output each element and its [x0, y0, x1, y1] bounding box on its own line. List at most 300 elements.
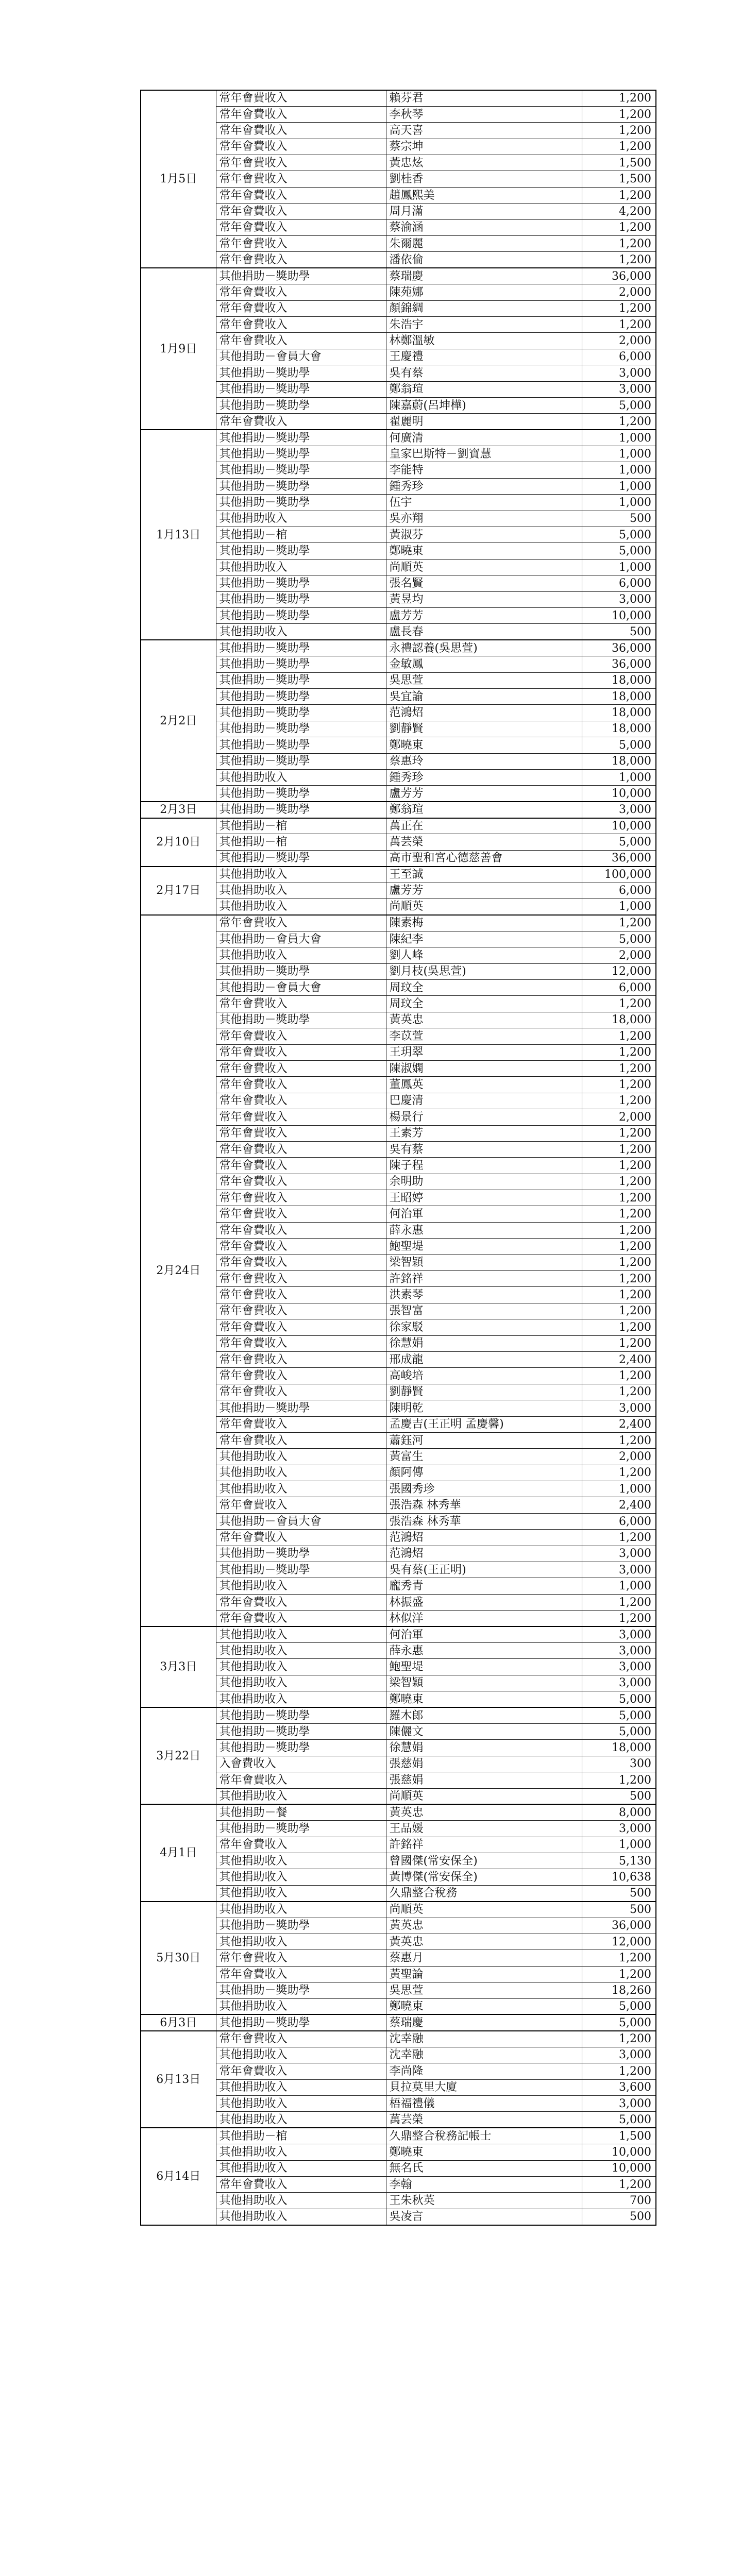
- table-row: [141, 1513, 656, 1529]
- table-row: [141, 672, 656, 688]
- category-cell: 其他捐助收入: [216, 1691, 386, 1707]
- amount-cell: 3,000: [582, 802, 656, 818]
- donor-cell: 高峻培: [386, 1368, 582, 1384]
- category-cell: 常年會費收入: [216, 139, 386, 155]
- donor-cell: 梧福禮儀: [386, 2095, 582, 2111]
- table-row: [141, 187, 656, 203]
- table-row: [141, 1077, 656, 1093]
- donor-cell: 蔡惠月: [386, 1950, 582, 1966]
- category-cell: 其他捐助收入: [216, 2160, 386, 2176]
- amount-cell: 1,500: [582, 155, 656, 171]
- donor-cell: 吳思萱: [386, 672, 582, 688]
- donor-cell: 董鳳英: [386, 1077, 582, 1093]
- table-row: [141, 1562, 656, 1578]
- category-cell: 其他捐助收入: [216, 2193, 386, 2209]
- donor-cell: 梁智穎: [386, 1255, 582, 1270]
- table-row: [141, 1950, 656, 1966]
- category-cell: 其他捐助收入: [216, 2144, 386, 2160]
- table-row: [141, 1303, 656, 1319]
- category-cell: 其他捐助－會員大會: [216, 979, 386, 995]
- donor-cell: 劉靜賢: [386, 721, 582, 737]
- category-cell: 其他捐助收入: [216, 1675, 386, 1691]
- amount-cell: 1,200: [582, 1465, 656, 1481]
- table-row: [141, 1368, 656, 1384]
- date-cell: 2月24日: [141, 915, 216, 1626]
- category-cell: 其他捐助－獎助學: [216, 672, 386, 688]
- donor-cell: 曾國傑(常安保全): [386, 1853, 582, 1869]
- category-cell: 常年會費收入: [216, 1060, 386, 1076]
- amount-cell: 1,200: [582, 1966, 656, 1982]
- amount-cell: 1,200: [582, 2176, 656, 2192]
- amount-cell: 2,000: [582, 1109, 656, 1125]
- table-row: [141, 2209, 656, 2225]
- table-row: [141, 1837, 656, 1853]
- category-cell: 常年會費收入: [216, 1125, 386, 1141]
- table-row: [141, 818, 656, 834]
- amount-cell: 1,200: [582, 1287, 656, 1303]
- table-row: [141, 1255, 656, 1270]
- amount-cell: 3,000: [582, 1643, 656, 1659]
- category-cell: 常年會費收入: [216, 187, 386, 203]
- amount-cell: 1,200: [582, 316, 656, 332]
- amount-cell: 36,000: [582, 268, 656, 284]
- amount-cell: 1,200: [582, 123, 656, 139]
- table-row: [141, 2160, 656, 2176]
- amount-cell: 6,000: [582, 575, 656, 591]
- date-cell: 1月5日: [141, 90, 216, 268]
- amount-cell: 1,200: [582, 252, 656, 268]
- category-cell: 其他捐助－獎助學: [216, 575, 386, 591]
- table-row: [141, 123, 656, 139]
- table-row: [141, 915, 656, 931]
- amount-cell: 300: [582, 1756, 656, 1772]
- amount-cell: 1,200: [582, 1206, 656, 1222]
- donor-cell: 羅木郎: [386, 1707, 582, 1723]
- table-row: [141, 171, 656, 187]
- donor-cell: 范鴻炤: [386, 1530, 582, 1546]
- category-cell: 常年會費收入: [216, 204, 386, 219]
- donor-cell: 張智富: [386, 1303, 582, 1319]
- donor-cell: 李苡萱: [386, 1028, 582, 1044]
- category-cell: 常年會費收入: [216, 1222, 386, 1238]
- donor-cell: 徐慧娟: [386, 1740, 582, 1756]
- amount-cell: 10,000: [582, 786, 656, 802]
- category-cell: 其他捐助－獎助學: [216, 737, 386, 753]
- category-cell: 常年會費收入: [216, 1255, 386, 1270]
- category-cell: 常年會費收入: [216, 1158, 386, 1174]
- table-row: [141, 1707, 656, 1723]
- table-row: [141, 300, 656, 316]
- amount-cell: 1,200: [582, 1594, 656, 1610]
- table-row: [141, 1400, 656, 1416]
- table-row: [141, 478, 656, 494]
- amount-cell: 36,000: [582, 850, 656, 866]
- amount-cell: 1,200: [582, 1174, 656, 1190]
- donor-cell: 王昭婷: [386, 1190, 582, 1206]
- category-cell: 常年會費收入: [216, 414, 386, 430]
- donor-cell: 伍宇: [386, 495, 582, 511]
- category-cell: 其他捐助－會員大會: [216, 931, 386, 947]
- category-cell: 其他捐助收入: [216, 2079, 386, 2095]
- category-cell: 常年會費收入: [216, 219, 386, 235]
- table-row: [141, 1594, 656, 1610]
- table-row: [141, 2128, 656, 2144]
- donor-cell: 吳有蔡: [386, 365, 582, 381]
- amount-cell: 1,000: [582, 1481, 656, 1497]
- table-row: [141, 656, 656, 672]
- donor-cell: 林鄭溫敏: [386, 333, 582, 349]
- donor-cell: 潘依倫: [386, 252, 582, 268]
- category-cell: 其他捐助－會員大會: [216, 349, 386, 365]
- amount-cell: 1,200: [582, 1028, 656, 1044]
- amount-cell: 1,200: [582, 414, 656, 430]
- category-cell: 其他捐助收入: [216, 867, 386, 883]
- amount-cell: 3,000: [582, 1675, 656, 1691]
- donor-cell: 范鴻炤: [386, 1546, 582, 1562]
- table-row: [141, 2031, 656, 2047]
- donor-cell: 吳凌言: [386, 2209, 582, 2225]
- donor-cell: 周玟全: [386, 996, 582, 1012]
- table-row: [141, 414, 656, 430]
- table-row: [141, 931, 656, 947]
- donor-cell: 鮑聖堤: [386, 1659, 582, 1675]
- amount-cell: 1,000: [582, 559, 656, 575]
- date-cell: 2月17日: [141, 867, 216, 915]
- donor-cell: 吳思萱: [386, 1982, 582, 1998]
- donor-cell: 劉月枝(吳思萱): [386, 963, 582, 979]
- table-row: [141, 1659, 656, 1675]
- donor-cell: 吳宜諭: [386, 688, 582, 704]
- donor-cell: 陳嘉蔚(呂坤樺): [386, 397, 582, 413]
- donor-cell: 高市聖和宮心德慈善會: [386, 850, 582, 866]
- table-row: [141, 786, 656, 802]
- category-cell: 其他捐助－獎助學: [216, 753, 386, 769]
- amount-cell: 4,200: [582, 204, 656, 219]
- amount-cell: 6,000: [582, 349, 656, 365]
- amount-cell: 1,200: [582, 1432, 656, 1448]
- table-row: [141, 883, 656, 899]
- category-cell: 其他捐助收入: [216, 2047, 386, 2063]
- date-cell: 6月3日: [141, 2014, 216, 2030]
- category-cell: 其他捐助－獎助學: [216, 462, 386, 478]
- category-cell: 常年會費收入: [216, 1416, 386, 1432]
- donor-cell: 黃博傑(常安保全): [386, 1869, 582, 1885]
- category-cell: 其他捐助－獎助學: [216, 640, 386, 656]
- amount-cell: 700: [582, 2193, 656, 2209]
- category-cell: 常年會費收入: [216, 1093, 386, 1109]
- table-row: [141, 802, 656, 818]
- table-row: [141, 753, 656, 769]
- category-cell: 其他捐助－獎助學: [216, 963, 386, 979]
- donor-cell: 永禮認養(吳思萱): [386, 640, 582, 656]
- table-row: [141, 1206, 656, 1222]
- table-row: [141, 252, 656, 268]
- category-cell: 常年會費收入: [216, 1335, 386, 1351]
- amount-cell: 1,200: [582, 2063, 656, 2079]
- category-cell: 常年會費收入: [216, 1950, 386, 1966]
- donor-cell: 周月滿: [386, 204, 582, 219]
- date-group: [141, 867, 656, 915]
- amount-cell: 5,000: [582, 2112, 656, 2128]
- category-cell: 常年會費收入: [216, 1497, 386, 1513]
- donor-cell: 萬芸榮: [386, 2112, 582, 2128]
- amount-cell: 6,000: [582, 1513, 656, 1529]
- amount-cell: 500: [582, 2209, 656, 2225]
- donor-cell: 李秋琴: [386, 106, 582, 122]
- amount-cell: 5,000: [582, 1691, 656, 1707]
- donor-cell: 王朱秋英: [386, 2193, 582, 2209]
- table-row: [141, 1060, 656, 1076]
- category-cell: 其他捐助－獎助學: [216, 705, 386, 721]
- donor-cell: 陳素梅: [386, 915, 582, 931]
- category-cell: 其他捐助－棺: [216, 834, 386, 850]
- category-cell: 常年會費收入: [216, 1303, 386, 1319]
- donor-cell: 鄭曉東: [386, 1691, 582, 1707]
- donor-cell: 黃淑芬: [386, 527, 582, 543]
- date-cell: 4月1日: [141, 1804, 216, 1901]
- donor-cell: 劉靜賢: [386, 1384, 582, 1400]
- amount-cell: 1,200: [582, 1303, 656, 1319]
- amount-cell: 6,000: [582, 883, 656, 899]
- donor-cell: 許銘祥: [386, 1837, 582, 1853]
- category-cell: 其他捐助－獎助學: [216, 1918, 386, 1934]
- table-row: [141, 90, 656, 106]
- donor-cell: 黃聖論: [386, 1966, 582, 1982]
- donor-cell: 何治軍: [386, 1206, 582, 1222]
- table-row: [141, 899, 656, 915]
- amount-cell: 1,000: [582, 495, 656, 511]
- donor-cell: 王品媛: [386, 1821, 582, 1837]
- category-cell: 常年會費收入: [216, 1319, 386, 1335]
- donor-cell: 萬芸榮: [386, 834, 582, 850]
- category-cell: 其他捐助收入: [216, 1643, 386, 1659]
- table-row: [141, 1982, 656, 1998]
- category-cell: 其他捐助收入: [216, 624, 386, 640]
- amount-cell: 3,000: [582, 1821, 656, 1837]
- donor-cell: 黃英忠: [386, 1934, 582, 1950]
- amount-cell: 3,000: [582, 365, 656, 381]
- donor-cell: 黃忠炫: [386, 155, 582, 171]
- category-cell: 其他捐助－獎助學: [216, 721, 386, 737]
- donor-cell: 龐秀青: [386, 1578, 582, 1594]
- date-group: [141, 268, 656, 430]
- donor-cell: 黃英忠: [386, 1918, 582, 1934]
- category-cell: 其他捐助收入: [216, 1481, 386, 1497]
- table-row: [141, 316, 656, 332]
- table-row: [141, 527, 656, 543]
- amount-cell: 5,000: [582, 397, 656, 413]
- category-cell: 其他捐助－獎助學: [216, 608, 386, 624]
- amount-cell: 1,200: [582, 1255, 656, 1270]
- table-row: [141, 446, 656, 462]
- donor-cell: 范鴻炤: [386, 705, 582, 721]
- amount-cell: 1,200: [582, 1190, 656, 1206]
- date-cell: 6月13日: [141, 2031, 216, 2128]
- category-cell: 常年會費收入: [216, 1772, 386, 1788]
- category-cell: 常年會費收入: [216, 106, 386, 122]
- date-group: [141, 1804, 656, 1901]
- category-cell: 其他捐助收入: [216, 1998, 386, 2014]
- category-cell: 其他捐助－獎助學: [216, 1400, 386, 1416]
- table-row: [141, 495, 656, 511]
- table-row: [141, 333, 656, 349]
- table-row: [141, 1239, 656, 1255]
- donor-cell: 朱爾麗: [386, 236, 582, 252]
- amount-cell: 36,000: [582, 1918, 656, 1934]
- donor-cell: 孟慶吉(王正明 孟慶馨): [386, 1416, 582, 1432]
- donor-cell: 何廣清: [386, 430, 582, 446]
- amount-cell: 3,000: [582, 1659, 656, 1675]
- amount-cell: 5,130: [582, 1853, 656, 1869]
- donor-cell: 劉人峰: [386, 947, 582, 963]
- amount-cell: 1,200: [582, 915, 656, 931]
- donor-cell: 徐慧娟: [386, 1335, 582, 1351]
- date-cell: 5月30日: [141, 1902, 216, 2015]
- table-row: [141, 1141, 656, 1157]
- donor-cell: 巴慶清: [386, 1093, 582, 1109]
- table-row: [141, 608, 656, 624]
- table-row: [141, 349, 656, 365]
- category-cell: 其他捐助收入: [216, 2095, 386, 2111]
- table-row: [141, 219, 656, 235]
- amount-cell: 1,200: [582, 219, 656, 235]
- table-row: [141, 1578, 656, 1594]
- table-row: [141, 1546, 656, 1562]
- donor-cell: 李能特: [386, 462, 582, 478]
- donor-cell: 林似洋: [386, 1611, 582, 1626]
- amount-cell: 3,000: [582, 1562, 656, 1578]
- table-row: [141, 268, 656, 284]
- table-row: [141, 640, 656, 656]
- amount-cell: 1,200: [582, 236, 656, 252]
- amount-cell: 5,000: [582, 1998, 656, 2014]
- table-row: [141, 769, 656, 785]
- date-group: [141, 90, 656, 268]
- amount-cell: 1,200: [582, 1319, 656, 1335]
- category-cell: 常年會費收入: [216, 284, 386, 300]
- amount-cell: 1,200: [582, 139, 656, 155]
- table-row: [141, 2079, 656, 2095]
- date-cell: 2月10日: [141, 818, 216, 867]
- table-row: [141, 1821, 656, 1837]
- amount-cell: 5,000: [582, 2014, 656, 2030]
- donor-cell: 王玥翠: [386, 1044, 582, 1060]
- amount-cell: 5,000: [582, 543, 656, 559]
- table-row: [141, 1902, 656, 1918]
- donor-cell: 王慶禮: [386, 349, 582, 365]
- category-cell: 常年會費收入: [216, 1077, 386, 1093]
- category-cell: 其他捐助－獎助學: [216, 2014, 386, 2030]
- amount-cell: 1,200: [582, 1335, 656, 1351]
- date-group: [141, 2128, 656, 2225]
- category-cell: 其他捐助－棺: [216, 2128, 386, 2144]
- donor-cell: 陳儷文: [386, 1723, 582, 1739]
- donor-cell: 鄭曉東: [386, 543, 582, 559]
- date-cell: 1月9日: [141, 268, 216, 430]
- donor-cell: 鄭翁瑄: [386, 802, 582, 818]
- donor-cell: 盧芳芳: [386, 608, 582, 624]
- category-cell: 其他捐助－獎助學: [216, 1012, 386, 1028]
- category-cell: 常年會費收入: [216, 300, 386, 316]
- table-row: [141, 1012, 656, 1028]
- donor-cell: 李翰: [386, 2176, 582, 2192]
- donor-cell: 陳明乾: [386, 1400, 582, 1416]
- amount-cell: 1,000: [582, 446, 656, 462]
- table-row: [141, 1449, 656, 1465]
- amount-cell: 500: [582, 1885, 656, 1901]
- category-cell: 其他捐助－獎助學: [216, 1723, 386, 1739]
- donor-cell: 顏錦綢: [386, 300, 582, 316]
- table-row: [141, 1190, 656, 1206]
- amount-cell: 2,000: [582, 333, 656, 349]
- donor-cell: 周玟全: [386, 979, 582, 995]
- amount-cell: 1,200: [582, 1077, 656, 1093]
- category-cell: 其他捐助－獎助學: [216, 478, 386, 494]
- donor-cell: 何治軍: [386, 1626, 582, 1642]
- amount-cell: 3,000: [582, 2047, 656, 2063]
- table-row: [141, 1643, 656, 1659]
- amount-cell: 5,000: [582, 834, 656, 850]
- table-row: [141, 1432, 656, 1448]
- donor-cell: 久鼎整合稅務記帳士: [386, 2128, 582, 2144]
- table-row: [141, 1351, 656, 1367]
- table-row: [141, 1788, 656, 1804]
- category-cell: 常年會費收入: [216, 1206, 386, 1222]
- amount-cell: 1,200: [582, 1222, 656, 1238]
- amount-cell: 18,000: [582, 688, 656, 704]
- table-row: [141, 850, 656, 866]
- amount-cell: 2,400: [582, 1351, 656, 1367]
- donor-cell: 趙鳳熙美: [386, 187, 582, 203]
- donor-cell: 沈幸融: [386, 2047, 582, 2063]
- table-row: [141, 106, 656, 122]
- donor-cell: 尚順英: [386, 899, 582, 915]
- table-row: [141, 155, 656, 171]
- amount-cell: 5,000: [582, 1707, 656, 1723]
- category-cell: 其他捐助－棺: [216, 818, 386, 834]
- date-group: [141, 430, 656, 640]
- donor-cell: 蔡宗坤: [386, 139, 582, 155]
- table-row: [141, 2176, 656, 2192]
- donor-cell: 張慈娟: [386, 1756, 582, 1772]
- table-row: [141, 139, 656, 155]
- donor-cell: 盧芳芳: [386, 786, 582, 802]
- table-row: [141, 430, 656, 446]
- donor-cell: 鄭曉東: [386, 1998, 582, 2014]
- category-cell: 其他捐助－獎助學: [216, 1740, 386, 1756]
- table-row: [141, 1723, 656, 1739]
- category-cell: 常年會費收入: [216, 1239, 386, 1255]
- category-cell: 其他捐助－餐: [216, 1804, 386, 1820]
- donor-cell: 蔡渝涵: [386, 219, 582, 235]
- amount-cell: 5,000: [582, 931, 656, 947]
- category-cell: 常年會費收入: [216, 2063, 386, 2079]
- table-row: [141, 1869, 656, 1885]
- donor-cell: 黃英忠: [386, 1804, 582, 1820]
- donor-cell: 陳紀李: [386, 931, 582, 947]
- date-cell: 2月2日: [141, 640, 216, 802]
- table-row: [141, 591, 656, 607]
- amount-cell: 3,000: [582, 2095, 656, 2111]
- donor-cell: 楊景行: [386, 1109, 582, 1125]
- donor-cell: 陳淑嫻: [386, 1060, 582, 1076]
- amount-cell: 3,000: [582, 1546, 656, 1562]
- table-row: [141, 1028, 656, 1044]
- table-row: [141, 1222, 656, 1238]
- donor-cell: 鄭曉東: [386, 737, 582, 753]
- amount-cell: 10,000: [582, 818, 656, 834]
- donation-ledger-table: [140, 90, 656, 2226]
